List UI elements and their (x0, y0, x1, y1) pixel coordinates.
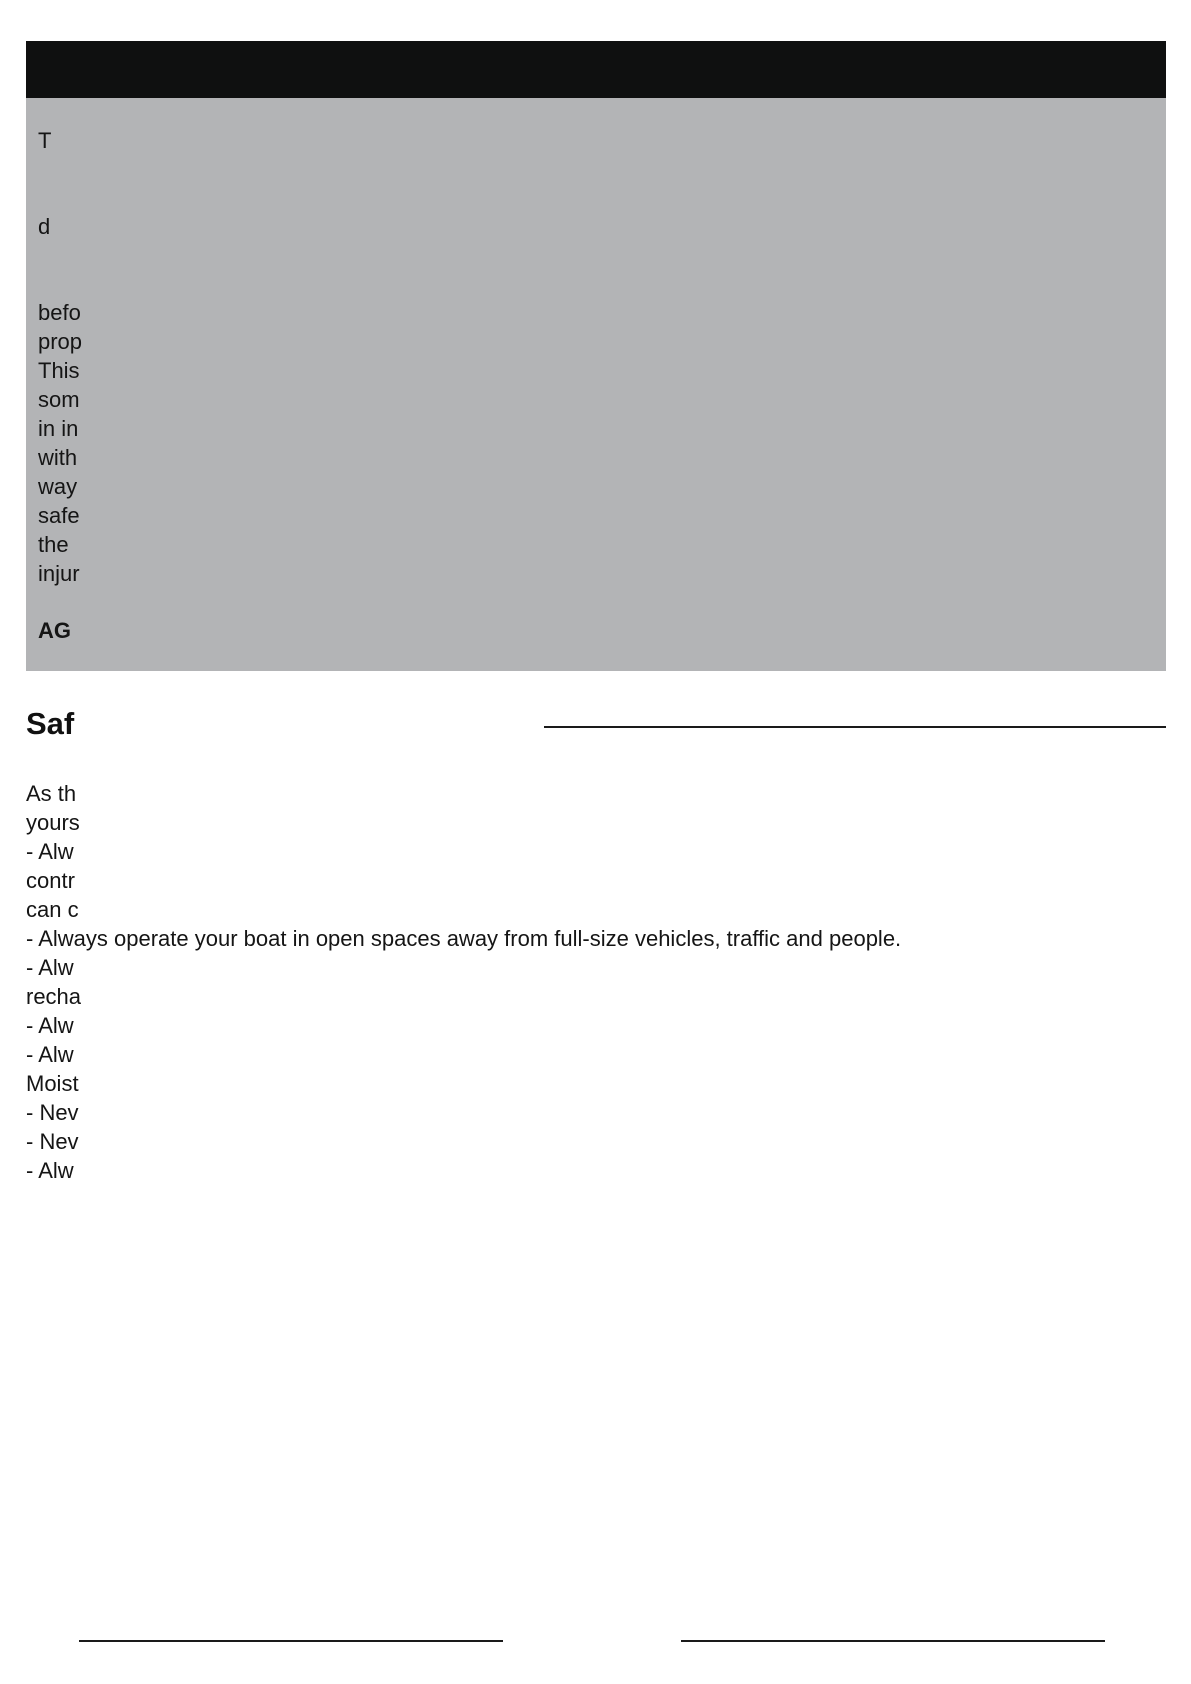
intro-line: This (38, 358, 80, 383)
intro-line: in in (38, 416, 79, 441)
intro-line: the (38, 532, 69, 557)
intro-line: prop (38, 329, 83, 354)
safety-line: - Alw (26, 1042, 74, 1067)
intro-line: som (38, 387, 80, 412)
intro-line: befo (38, 300, 81, 325)
header-bar (26, 41, 1166, 98)
intro-line: T (38, 128, 52, 153)
section-title: Saf (26, 706, 75, 741)
safety-line: - Alw (26, 1013, 74, 1038)
safety-line: - Nev (26, 1100, 79, 1125)
footer-divider-left (79, 1640, 503, 1642)
safety-line: As th (26, 781, 77, 806)
intro-line: d (38, 214, 51, 239)
safety-line: - Nev (26, 1129, 79, 1154)
safety-line: yours (26, 810, 80, 835)
safety-line: - Alw (26, 955, 74, 980)
intro-line: way (38, 474, 78, 499)
intro-panel (26, 98, 1166, 671)
safety-line: - Alw (26, 839, 74, 864)
safety-line: can c (26, 897, 79, 922)
intro-line: safe (38, 503, 80, 528)
title-divider (544, 726, 1166, 728)
safety-line: contr (26, 868, 75, 893)
intro-line: with (38, 445, 78, 470)
intro-bold-line: AG (38, 618, 71, 643)
intro-line: injur (38, 561, 80, 586)
safety-line: recha (26, 984, 82, 1009)
safety-line: Moist (26, 1071, 79, 1096)
safety-line: - Alw (26, 1158, 74, 1183)
footer-divider-right (681, 1640, 1105, 1642)
safety-line: - Always operate your boat in open spaces away from full-size vehicles, traffic and people. (26, 926, 902, 951)
